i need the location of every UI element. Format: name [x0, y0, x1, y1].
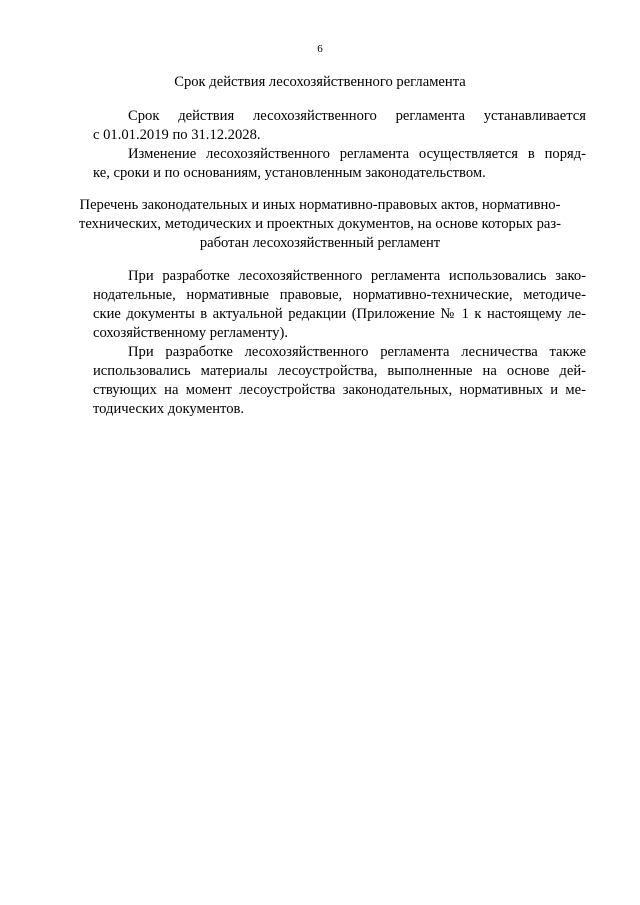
heading-line: технических, методических и проектных документов, на основе которых раз-	[79, 216, 561, 232]
paragraph-line: Изменение лесохозяйственного регламента осуществляется в поряд-	[128, 146, 586, 162]
section-heading-validity: Срок действия лесохозяйственного регламента	[174, 74, 466, 90]
paragraph-line: сохозяйственному регламенту).	[93, 325, 288, 341]
paragraph-line: ке, сроки и по основаниям, установленным законодательством.	[93, 165, 486, 181]
paragraph-line: использовались материалы лесоустройства, выполненные на основе дей-	[93, 363, 586, 379]
page-number: 6	[317, 43, 323, 55]
paragraph-line: тодических документов.	[93, 401, 245, 417]
paragraph-line: нодательные, нормативные правовые, нормативно-технические, методиче-	[93, 287, 586, 303]
paragraph-line: ствующих на момент лесоустройства законодательных, нормативных и ме-	[93, 382, 586, 398]
paragraph-line: При разработке лесохозяйственного регламента использовались зако-	[128, 268, 586, 284]
heading-line: работан лесохозяйственный регламент	[199, 235, 441, 251]
heading-line: Перечень законодательных и иных нормативно-правовых актов, нормативно-	[79, 197, 561, 213]
paragraph-line: ские документы в актуальной редакции (Приложение № 1 к настоящему ле-	[93, 306, 586, 322]
paragraph-line: с 01.01.2019 по 31.12.2028.	[93, 127, 261, 143]
paragraph-line: Срок действия лесохозяйственного регламента устанавливается	[128, 108, 586, 124]
paragraph-line: При разработке лесохозяйственного регламента лесничества также	[128, 344, 586, 360]
